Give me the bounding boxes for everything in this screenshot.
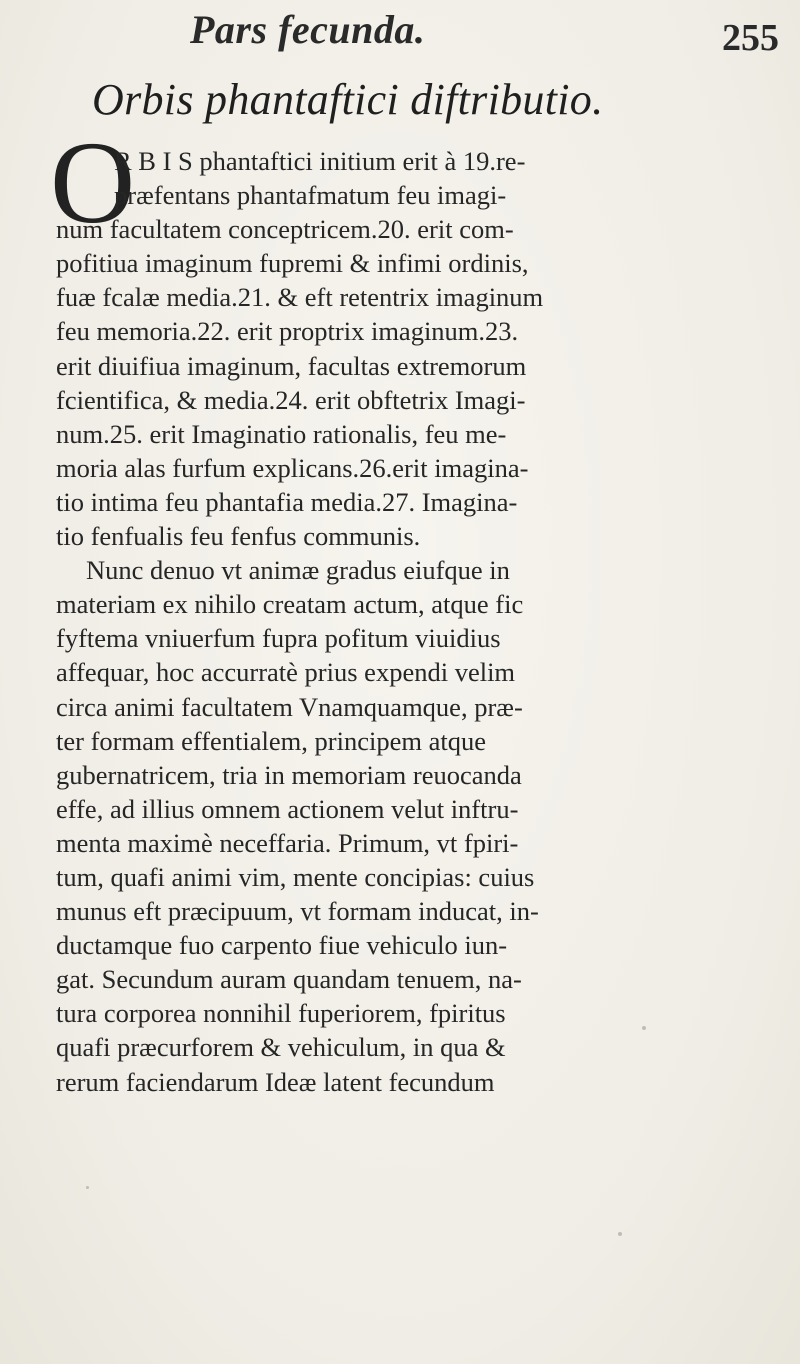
- text-line: tio intima feu phantafia media.27. Imagina-: [56, 486, 518, 517]
- running-head: Pars fecunda.: [190, 7, 426, 52]
- chapter-title: Orbis phantaftici diftributio.: [92, 75, 604, 124]
- text-line: fuæ fcalæ media.21. & eft retentrix imaginum: [56, 282, 544, 313]
- text-line: fcientifica, & media.24. erit obftetrix Imagi-: [56, 384, 526, 415]
- text-line: circa animi facultatem Vnamquamque, præ-: [56, 691, 523, 722]
- text-line: effe, ad illius omnem actionem velut inftru-: [56, 793, 519, 824]
- text-line: num facultatem conceptricem.20. erit com-: [56, 214, 514, 245]
- text-line: tio fenfualis feu fenfus communis.: [56, 521, 421, 552]
- text-line: moria alas furfum explicans.26.erit imagina-: [56, 452, 529, 483]
- paper-speck: [618, 1232, 622, 1236]
- text-line: tum, quafi animi vim, mente concipias: cuius: [56, 861, 535, 892]
- drop-cap: O: [50, 117, 136, 248]
- page-number: 255: [722, 17, 779, 59]
- text-line: affequar, hoc accurratè prius expendi velim: [56, 657, 516, 688]
- paper-speck: [642, 1026, 646, 1030]
- text-line: R B I S phantaftici initium erit à 19.re-: [114, 146, 526, 176]
- body-text: [56, 144, 796, 1099]
- text-line: erit diuifiua imaginum, facultas extremorum: [56, 350, 527, 381]
- text-line: ductamque fuo carpento fiue vehiculo iun-: [56, 930, 508, 961]
- text-line: feu memoria.22. erit proptrix imaginum.23.: [56, 316, 519, 347]
- text-line: rerum faciendarum Ideæ latent fecundum: [56, 1066, 495, 1097]
- text-line: menta maximè neceffaria. Primum, vt fpiri-: [56, 827, 519, 858]
- text-line: fyftema vniuerfum fupra pofitum viuidius: [56, 623, 501, 654]
- text-line: ter formam effentialem, principem atque: [56, 725, 486, 756]
- text-line: quafi præcurforem & vehiculum, in qua &: [56, 1032, 506, 1063]
- text-line: munus eft præcipuum, vt formam inducat, in-: [56, 896, 539, 927]
- text-line: materiam ex nihilo creatam actum, atque fic: [56, 589, 524, 620]
- text-line: gat. Secundum auram quandam tenuem, na-: [56, 964, 522, 995]
- text-line: gubernatricem, tria in memoriam reuocanda: [56, 759, 522, 790]
- text-line: pofitiua imaginum fupremi & infimi ordinis,: [56, 248, 529, 279]
- text-line: præfentans phantafmatum feu imagi-: [114, 180, 507, 211]
- text-line: tura corporea nonnihil fuperiorem, fpiritus: [56, 998, 506, 1029]
- paper-speck: [86, 1186, 89, 1189]
- text-line: Nunc denuo vt animæ gradus eiufque in: [86, 555, 510, 586]
- text-line: num.25. erit Imaginatio rationalis, feu me-: [56, 418, 507, 449]
